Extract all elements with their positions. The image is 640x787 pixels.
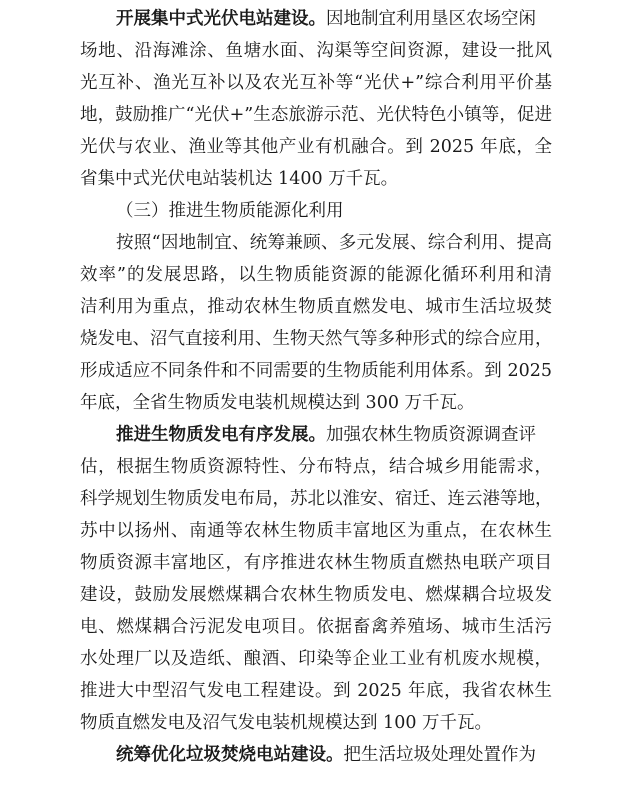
para1-line-6: 省集中式光伏电站装机达 1400 万千瓦。 xyxy=(80,169,399,189)
para2-line-2: 效率”的发展思路，以生物质能资源的能源化循环利用和清 xyxy=(80,265,552,285)
para3-line-8: 水处理厂以及造纸、酿酒、印染等企业工业有机废水规模， xyxy=(80,649,552,669)
para2-line-6: 年底，全省生物质发电装机规模达到 300 万千瓦。 xyxy=(80,393,475,413)
para3-line-6: 建设，鼓励发展燃煤耦合农林生物质发电、燃煤耦合垃圾发 xyxy=(80,585,552,605)
para3-line-2: 估，根据生物质资源特性、分布特点，结合城乡用能需求， xyxy=(80,457,552,477)
section-heading: （三）推进生物质能源化利用 xyxy=(116,201,344,221)
para1-line-4: 地，鼓励推广“光伏+”生态旅游示范、光伏特色小镇等，促进 xyxy=(80,105,552,125)
para3-line-4: 苏中以扬州、南通等农林生物质丰富地区为重点，在农林生 xyxy=(80,521,552,541)
para3-line1-rest: 加强农林生物质资源调查评 xyxy=(326,425,536,445)
para2-line-5: 形成适应不同条件和不同需要的生物质能利用体系。到 2025 xyxy=(80,361,552,381)
para3-line-5: 物质资源丰富地区，有序推进农林生物质直燃热电联产项目 xyxy=(80,553,552,573)
para3-line-7: 电、燃煤耦合污泥发电项目。依据畜禽养殖场、城市生活污 xyxy=(80,617,552,637)
para3-line-10: 物质直燃发电及沼气发电装机规模达到 100 万千瓦。 xyxy=(80,713,493,733)
para1-line-2: 场地、沿海滩涂、鱼塘水面、沟渠等空间资源，建设一批风 xyxy=(80,41,552,61)
para1-line-3: 光互补、渔光互补以及农光互补等“光伏+”综合利用平价基 xyxy=(80,73,552,93)
para1-line1-rest: 因地制宜利用垦区农场空闲 xyxy=(326,9,536,29)
para2-line-3: 洁利用为重点，推动农林生物质直燃发电、城市生活垃圾焚 xyxy=(80,297,552,317)
para3-lead: 推进生物质发电有序发展。 xyxy=(116,425,326,445)
para2-line-4: 烧发电、沼气直接利用、生物天然气等多种形式的综合应用， xyxy=(80,329,553,349)
para1-line-1 xyxy=(116,4,552,34)
para1-lead: 开展集中式光伏电站建设。 xyxy=(116,9,326,29)
para2-line-1: 按照“因地制宜、统筹兼顾、多元发展、综合利用、提高 xyxy=(116,233,552,253)
para3-line-3: 科学规划生物质发电布局，苏北以淮安、宿迁、连云港等地， xyxy=(80,489,553,509)
para3-line-9: 推进大中型沼气发电工程建设。到 2025 年底，我省农林生 xyxy=(80,681,552,701)
para3-line-1 xyxy=(116,420,552,450)
para4-line-1 xyxy=(116,740,552,770)
para4-lead: 统筹优化垃圾焚烧电站建设。 xyxy=(116,745,344,765)
para4-line1-rest: 把生活垃圾处理处置作为 xyxy=(343,745,536,765)
para1-line-5: 光伏与农业、渔业等其他产业有机融合。到 2025 年底，全 xyxy=(80,137,552,157)
